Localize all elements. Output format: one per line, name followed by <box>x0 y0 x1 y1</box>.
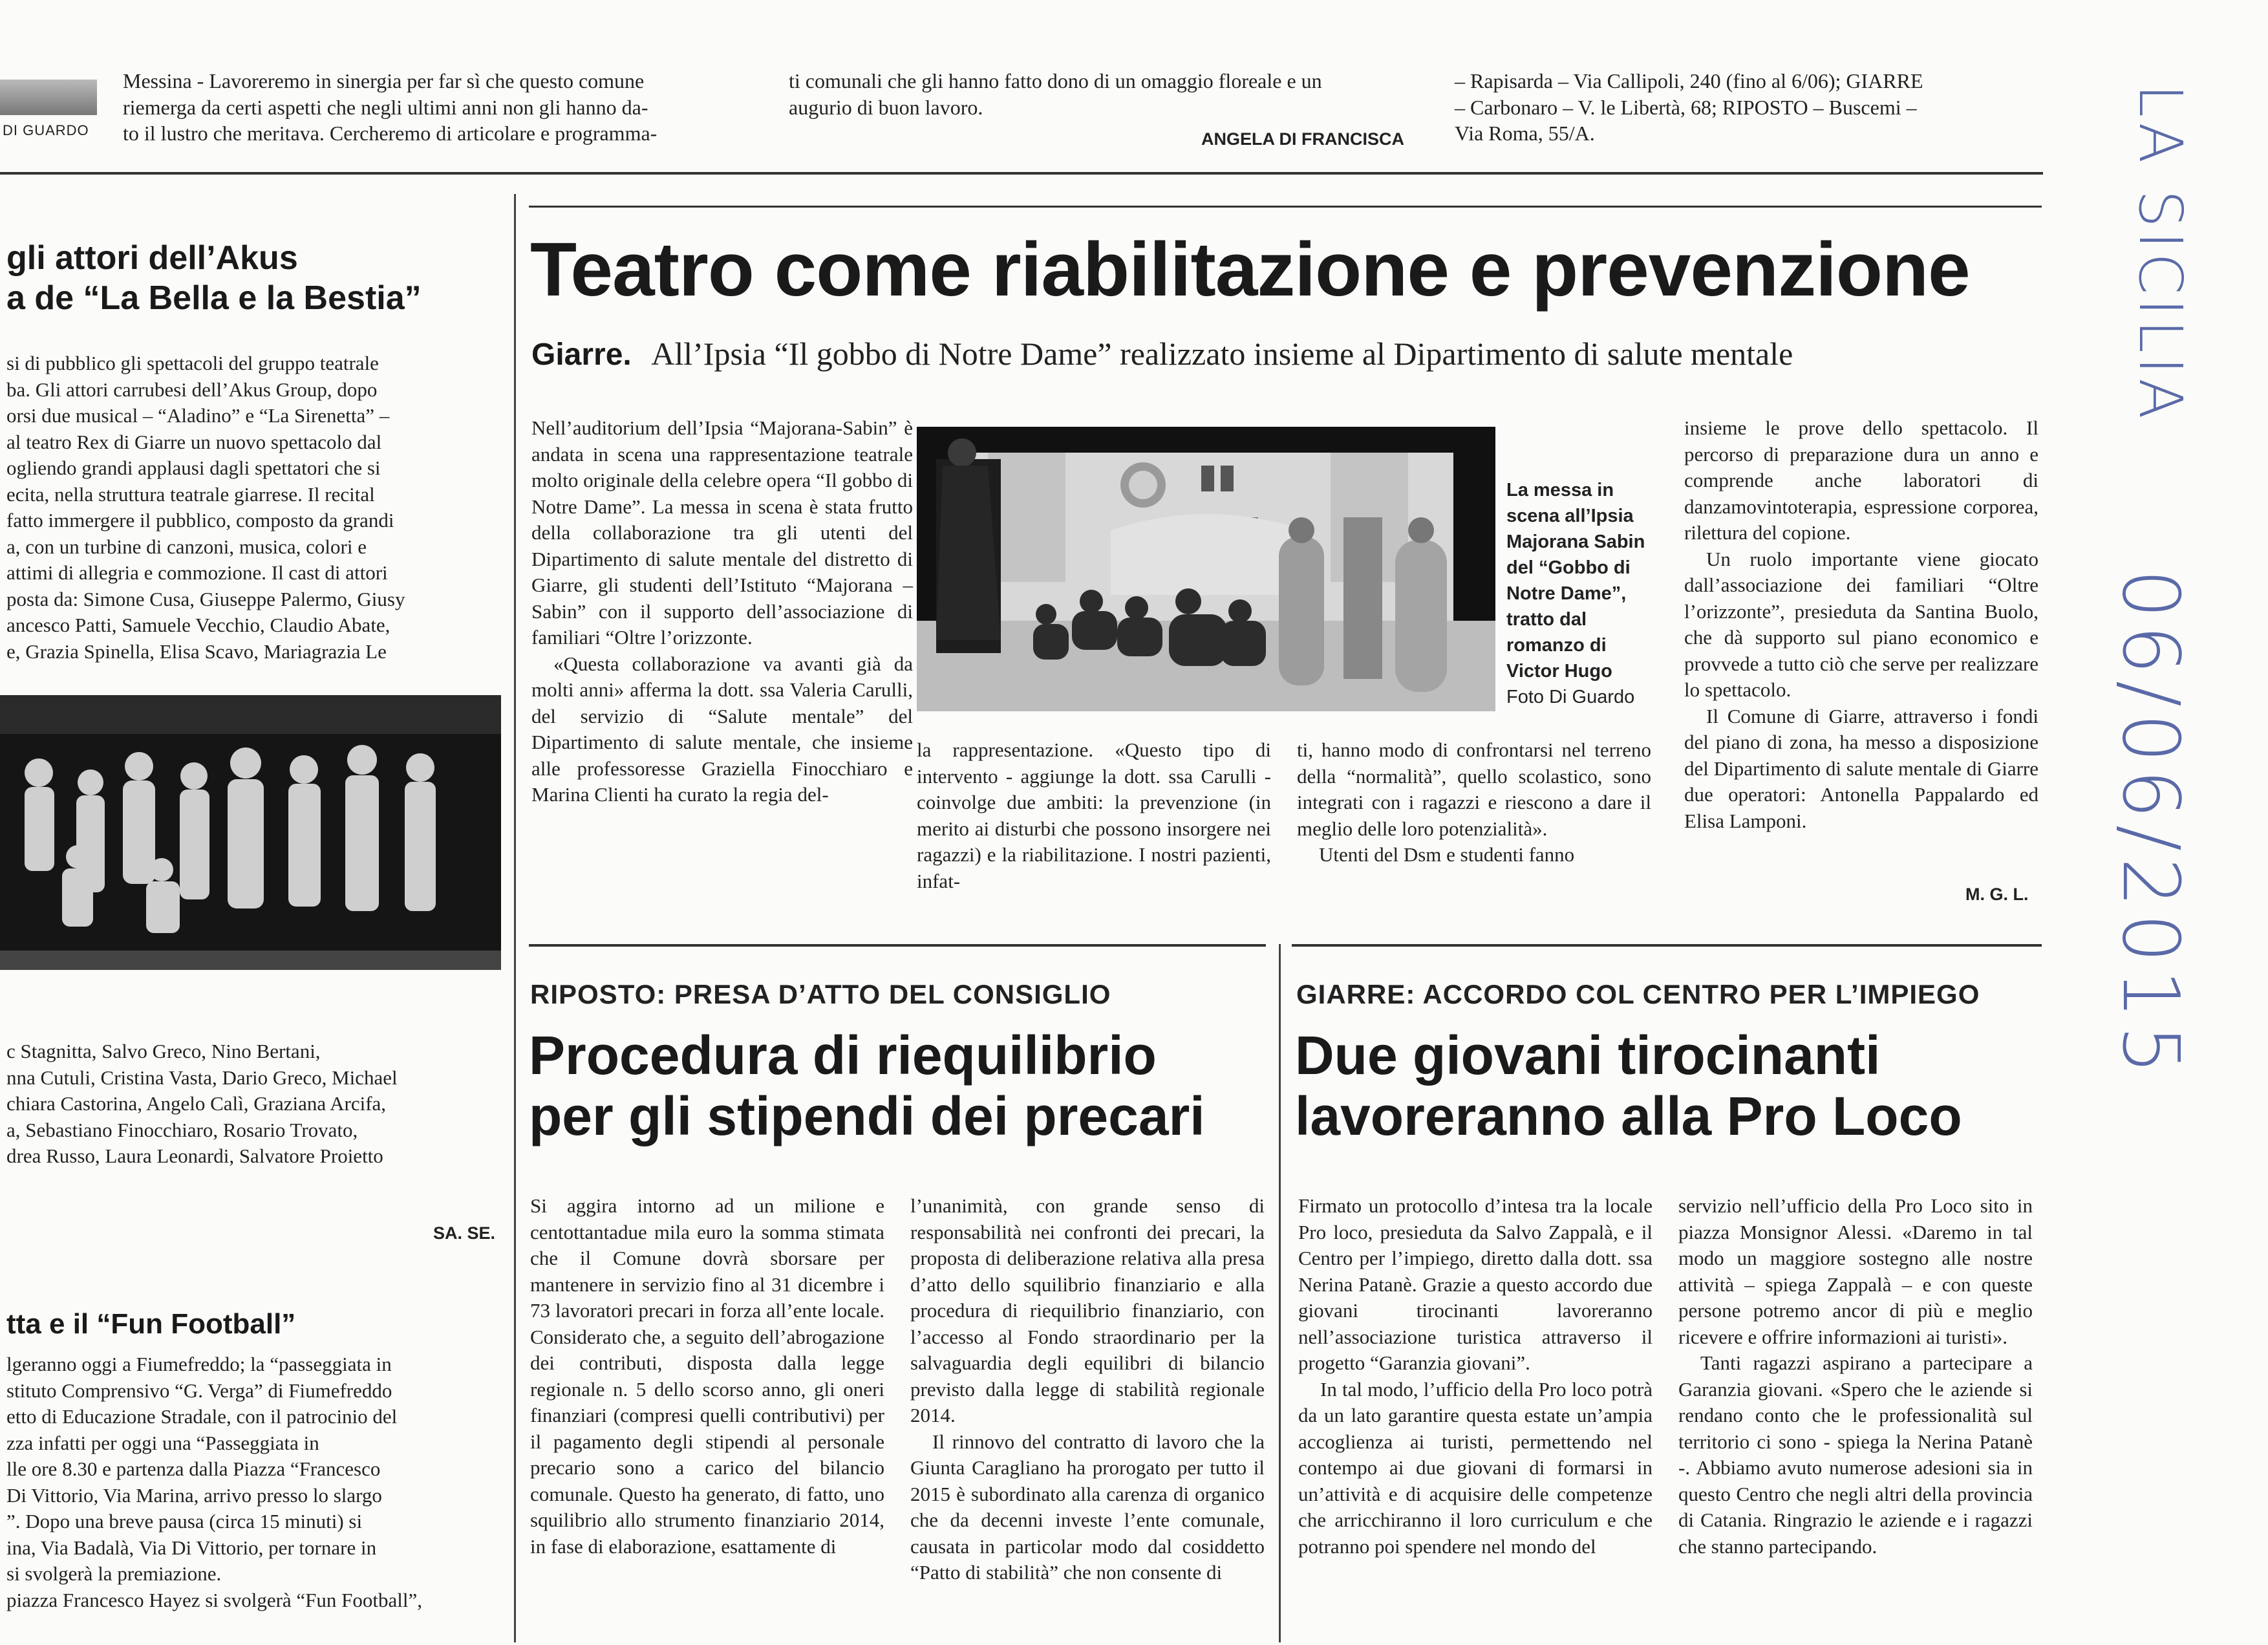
top-line: Via Roma, 55/A. <box>1455 122 1595 145</box>
photo-credit: DI GUARDO <box>3 122 89 138</box>
body-line: posta da: Simone Cusa, Giuseppe Palermo, Giusy <box>6 587 405 610</box>
paragraph: «Questa collaborazione va avanti già da molti anni» afferma la dott. ssa Valeria Carulli, del servizio di “Salute mentale” del Dipartimento di salute mentale, che insieme alle professoresse Graziella Finocchiaro e Marina Clienti ha curato la regia del- <box>531 652 913 806</box>
giarre-top-rule <box>1292 944 2042 947</box>
top-strip-col2 <box>789 68 1435 120</box>
top-line: – Rapisarda – Via Callipoli, 240 (fino al 6/06); GIARRE <box>1455 69 1923 92</box>
body-line: ancesco Patti, Samuele Vecchio, Claudio Abate, <box>6 614 390 636</box>
riposto-col2 <box>910 1193 1265 1586</box>
caption-line: romanzo di <box>1506 635 1607 656</box>
body-line: a, Sebastiano Finocchiaro, Rosario Trovato, <box>6 1118 358 1141</box>
body-line: e, Grazia Spinella, Elisa Scavo, Mariagrazia Le <box>6 640 387 663</box>
body-line: stituto Comprensivo “G. Verga” di Fiumefreddo <box>6 1379 392 1402</box>
body-line: fatto immergere il pubblico, composto da grandi <box>6 509 394 532</box>
body-line: ogliendo grandi applausi dagli spettatori che si <box>6 457 381 479</box>
cast-photo <box>0 695 501 970</box>
body-line: ”. Dopo una breve pausa (circa 15 minuti) si <box>6 1510 363 1532</box>
caption-line: Notre Dame”, <box>1506 583 1627 604</box>
caption-line: Majorana Sabin <box>1506 532 1645 552</box>
riposto-top-rule <box>529 944 1266 947</box>
paragraph: Tanti ragazzi aspirano a partecipare a Garanzia giovani. «Spero che le aziende si rendano conto che le professionalità sul territorio ci sono - spiega la Nerina Patanè -. Abbiamo avuto numerose adesioni sia in questo Centro che negli altri della provincia di Catania. Ringrazio le aziende e i ragazzi che stanno partecipando. <box>1678 1351 2033 1558</box>
paragraph: Il Comune di Giarre, attraverso i fondi del piano di zona, ha messo a disposizione del Dipartimento di salute mentale di Giarre due operatori: Antonella Pappalardo ed Elisa Lamponi. <box>1684 704 2038 832</box>
title-line: a de “La Bella e la Bestia” <box>6 279 422 317</box>
giarre-col2 <box>1678 1193 2033 1560</box>
top-rule <box>0 172 2043 175</box>
giarre-headline <box>1295 1025 1962 1146</box>
body-line: lle ore 8.30 e partenza dalla Piazza “Francesco <box>6 1457 381 1480</box>
top-line: to il lustro che meritava. Cercheremo di articolare e programma- <box>123 122 658 145</box>
paragraph: la rappresentazione. «Questo tipo di intervento - aggiunge la dott. ssa Carulli - coinvolge due ambiti: la prevenzione (in merito ai disturbi che possono insorgere nei ragazzi) e la riabilitazione. I nostri pazienti, infat- <box>917 738 1271 892</box>
body-line: piazza Francesco Hayez si svolgerà “Fun Football”, <box>6 1588 423 1611</box>
caption-line: tratto dal <box>1506 609 1587 630</box>
paragraph: ti, hanno modo di confrontarsi nel terreno della “normalità”, quello scolastico, sono integrati con i ragazzi e riescono a dare il meglio delle loro potenzialità». <box>1297 738 1651 840</box>
top-line: ti comunali che gli hanno fatto dono di un omaggio floreale e un <box>789 69 1322 92</box>
fun-football-title: tta e il “Fun Football” <box>6 1308 296 1340</box>
column-divider <box>514 194 516 1642</box>
teatro-col1 <box>531 415 913 808</box>
paragraph: In tal modo, l’ufficio della Pro loco potrà da un lato garantire questa estate un’ampia accoglienza ai turisti, permettendo nel contempo ai due giovani di formarsi in un’attività e di acquisire delle competenze che arricchiranno il loro curriculum e che potranno poi spendere nel mondo del <box>1298 1377 1653 1558</box>
riposto-col1 <box>530 1193 884 1560</box>
photo-credit: Foto Di Guardo <box>1506 687 1635 707</box>
teatro-col4 <box>1684 415 2038 834</box>
caption-line: del “Gobbo di <box>1506 557 1631 578</box>
caption-line: Victor Hugo <box>1506 661 1612 682</box>
teatro-subhead-text: All’Ipsia “Il gobbo di Notre Dame” realizzato insieme al Dipartimento di salute mentale <box>651 336 1793 372</box>
riposto-headline <box>529 1025 1205 1146</box>
giarre-kicker: GIARRE: ACCORDO COL CENTRO PER L’IMPIEGO <box>1296 979 1980 1009</box>
body-line: ba. Gli attori carrubesi dell’Akus Group, dopo <box>6 378 378 401</box>
body-line: zza infatti per oggi una “Passeggiata in <box>6 1431 319 1454</box>
fun-football-body <box>6 1351 504 1613</box>
body-line: lgeranno oggi a Fiumefreddo; la “passeggiata in <box>6 1353 392 1375</box>
body-line: c Stagnitta, Salvo Greco, Nino Bertani, <box>6 1040 321 1062</box>
paragraph: Il rinnovo del contratto di lavoro che la Giunta Caragliano ha prorogato per tutto il 2015 è subordinato alla carenza di organico che da decenni investe l’ente comunale, causata in particolar modo dal cosiddetto “Patto di stabilità” che non consente di <box>910 1430 1265 1584</box>
body-line: si di pubblico gli spettacoli del gruppo teatrale <box>6 352 379 374</box>
paragraph: Utenti del Dsm e studenti fanno <box>1319 843 1575 866</box>
body-line: etto di Educazione Stradale, con il patrocinio del <box>6 1405 398 1428</box>
riposto-kicker: RIPOSTO: PRESA D’ATTO DEL CONSIGLIO <box>530 979 1111 1009</box>
teatro-photo <box>917 427 1495 711</box>
left-cast-names <box>6 1038 504 1170</box>
left-signature: SA. SE. <box>433 1223 496 1243</box>
body-line: Di Vittorio, Via Marina, arrivo presso lo slargo <box>6 1483 382 1507</box>
caption-line: scena all’Ipsia <box>1506 506 1634 526</box>
headline-line: per gli stipendi dei precari <box>529 1086 1205 1146</box>
caption-line: La messa in <box>1506 480 1614 500</box>
headline-line: lavoreranno alla Pro Loco <box>1295 1086 1962 1146</box>
teatro-photo-caption <box>1506 477 1662 710</box>
title-line: gli attori dell’Akus <box>6 239 298 277</box>
top-line: riemerga da certi aspetti che negli ultimi anni non gli hanno da- <box>123 95 648 119</box>
paragraph: Si aggira intorno ad un milione e centottantadue mila euro la somma stimata che il Comune dovrà sborsare per mantenere in servizio fino al 31 dicembre i 73 lavoratori precari in forza all’ente locale. Considerato che, a seguito dell’abrogazione dei contributi, disposta dalla legge regionale n. 5 dello scorso anno, gli oneri finanziari (compresi quelli contributivi) per il pagamento degli stipendi al personale precario sono a carico del bilancio comunale. Questo ha generato, di fatto, uno squilibrio allo strumento finanziario 2014, in fase di elaborazione, esattamente di <box>530 1194 884 1558</box>
paragraph: l’unanimità, con grande senso di responsabilità nei confronti dei precari, la proposta di deliberazione relativa alla presa d’atto dello squilibrio finanziario e alla procedura di riequilibrio finanziario, con l’accesso al Fondo straordinario per la salvaguardia degli equilibri di bilancio previsto dalla legge di stabilità regionale 2014. <box>910 1194 1265 1426</box>
top-strip-col3 <box>1455 68 2069 147</box>
teatro-signature: M. G. L. <box>1965 885 2029 904</box>
paragraph: Nell’auditorium dell’Ipsia “Majorana-Sabin” è andata in scena una rappresentazione teatrale molto originale della celebre opera “Il gobbo di Notre Dame”. La messa in scena è stata frutto della collaborazione tra gli utenti del Dipartimento di salute mentale del distretto di Giarre, gli studenti dell’Istituto “Majorana –Sabin” con il supporto dell’associazione di familiari “Oltre l’orizzonte. <box>531 416 913 649</box>
handwritten-date: 06/06/2015 <box>2105 569 2195 1081</box>
teatro-col2 <box>917 737 1271 894</box>
handwritten-masthead: LA SICILIA <box>2126 84 2195 423</box>
top-strip-signature: ANGELA DI FRANCISCA <box>1201 129 1404 149</box>
top-line: – Carbonaro – V. le Libertà, 68; RIPOSTO – Buscemi – <box>1455 95 1917 119</box>
body-line: orsi due musical – “Aladino” e “La Sirenetta” – <box>6 404 390 427</box>
body-line: nna Cutuli, Cristina Vasta, Dario Greco, Michael <box>6 1066 398 1089</box>
body-line: ina, Via Badalà, Via Di Vittorio, per tornare in <box>6 1536 377 1559</box>
headline-line: Procedura di riequilibrio <box>529 1025 1157 1086</box>
paragraph: servizio nell’ufficio della Pro Loco sito in piazza Monsignor Alessi. «Daremo in tal modo un maggiore sostegno alle nostre attività – spiega Zappalà – e con queste persone potremo ancor di più e meglio ricevere e offrire informazioni ai turisti». <box>1678 1194 2033 1348</box>
teatro-col3 <box>1297 737 1651 868</box>
giarre-col1 <box>1298 1193 1653 1560</box>
top-line: augurio di buon lavoro. <box>789 95 983 119</box>
paragraph: Firmato un protocollo d’intesa tra la locale Pro loco, presieduta da Salvo Zappalà, e il Centro per l’impiego, diretto dalla dott. ssa Nerina Patanè. Grazie a questo accordo due giovani tirocinanti lavoreranno nell’associazione turistica attraverso il progetto “Garanzia giovani”. <box>1298 1194 1653 1374</box>
teatro-headline: Teatro come riabilitazione e prevenzione <box>530 227 1970 312</box>
paragraph: insieme le prove dello spettacolo. Il percorso di preparazione dura un anno e comprende anche laboratori di danzamovintoterapia, espressione corporea, rilettura del copione. <box>1684 416 2038 544</box>
body-line: attimi di allegria e commozione. Il cast di attori <box>6 561 388 584</box>
top-strip-col1 <box>123 68 769 147</box>
left-article-body <box>6 350 504 665</box>
column-divider <box>1279 944 1281 1642</box>
teatro-top-rule <box>529 206 2042 208</box>
headline-line: Due giovani tirocinanti <box>1295 1025 1881 1086</box>
body-line: ecita, nella struttura teatrale giarrese. Il recital <box>6 482 375 506</box>
body-line: chiara Castorina, Angelo Calì, Graziana Arcifa, <box>6 1092 387 1115</box>
top-strip-photo-stub <box>0 74 97 139</box>
body-line: al teatro Rex di Giarre un nuovo spettacolo dal <box>6 430 382 453</box>
teatro-subhead <box>531 335 1793 372</box>
body-line: a, con un turbine di canzoni, musica, colori e <box>6 535 367 558</box>
paragraph: Un ruolo importante viene giocato dall’associazione dei familiari “Oltre l’orizzonte”, presieduta da Santina Buolo, che dà supporto sul piano economico e provvede a tutto ciò che serve per realizzare lo spettacolo. <box>1684 547 2038 701</box>
left-article-title <box>6 238 422 318</box>
teatro-place: Giarre. <box>531 338 632 372</box>
body-line: drea Russo, Laura Leonardi, Salvatore Proietto <box>6 1145 383 1167</box>
top-line: Messina - Lavoreremo in sinergia per far sì che questo comune <box>123 69 645 92</box>
body-line: si svolgerà la premiazione. <box>6 1562 222 1585</box>
